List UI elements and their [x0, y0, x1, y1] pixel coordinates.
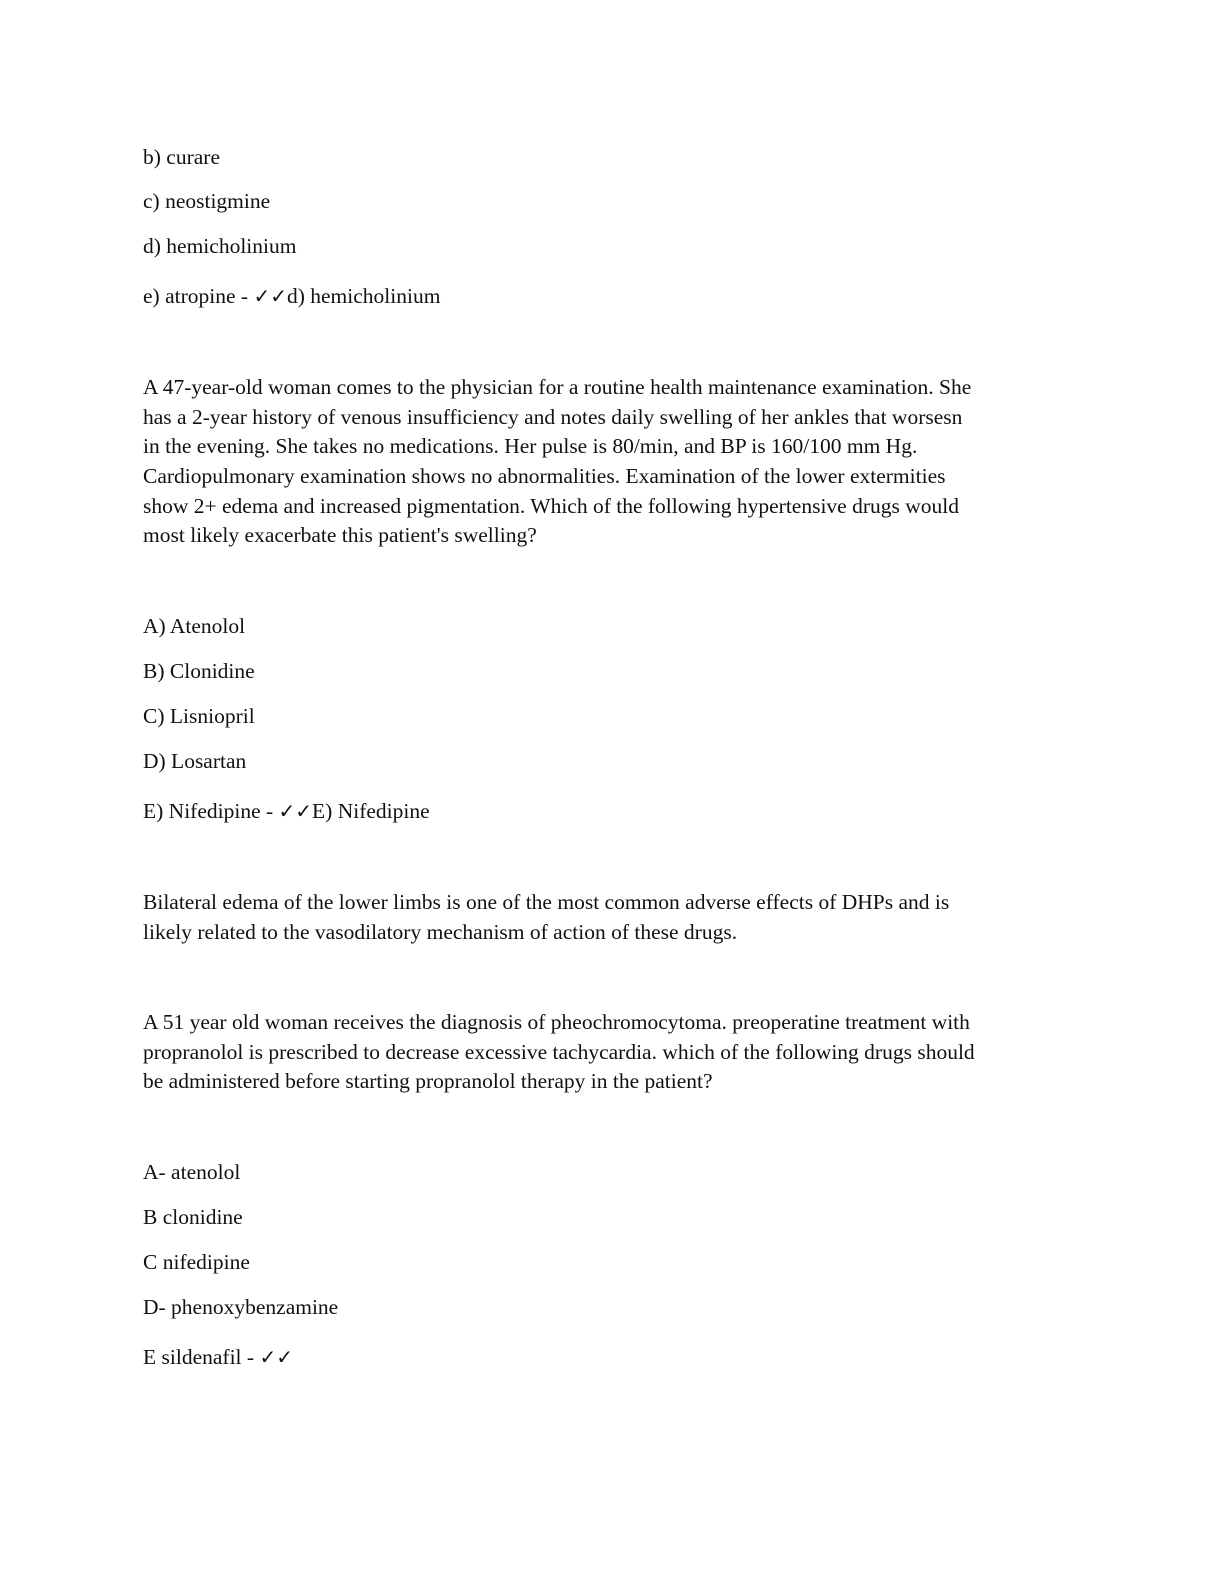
question-line: in the evening. She takes no medications. Her pulse is 80/min, and BP is 160/100 mm Hg. [143, 434, 918, 458]
option-text: B) Clonidine [143, 659, 255, 683]
question-line: A 51 year old woman receives the diagnosis of pheochromocytoma. preoperatine treatment with [143, 1010, 970, 1034]
option-text: d) hemicholinium [143, 234, 297, 258]
checkmark-icon: ✓✓ [278, 799, 313, 823]
option-answer-line [143, 798, 430, 824]
option-answer-line [143, 283, 440, 309]
option-text: D- phenoxybenzamine [143, 1295, 339, 1319]
option-text: E) Nifedipine - [143, 799, 279, 823]
question-line: Cardiopulmonary examination shows no abnormalities. Examination of the lower extermities [143, 464, 946, 488]
option-text: D) Losartan [143, 749, 247, 773]
question-line: most likely exacerbate this patient's swelling? [143, 523, 537, 547]
checkmark-icon: ✓✓ [259, 1345, 293, 1369]
explanation-line: Bilateral edema of the lower limbs is one of the most common adverse effects of DHPs and is [143, 890, 950, 914]
checkmark-icon: ✓✓ [253, 284, 287, 308]
option-text: A) Atenolol [143, 614, 246, 638]
option-text: E sildenafil - [143, 1345, 260, 1369]
answer-text: E) Nifedipine [312, 799, 430, 823]
option-answer-line [143, 1344, 293, 1370]
question-line: has a 2-year history of venous insufficiency and notes daily swelling of her ankles that worsesn [143, 405, 963, 429]
option-text: b) curare [143, 145, 220, 169]
option-text: C) Lisniopril [143, 704, 255, 728]
option-text: A- atenolol [143, 1160, 241, 1184]
explanation-line: likely related to the vasodilatory mechanism of action of these drugs. [143, 920, 738, 944]
question-line: be administered before starting propranolol therapy in the patient? [143, 1069, 713, 1093]
option-text: c) neostigmine [143, 189, 271, 213]
question-line: propranolol is prescribed to decrease excessive tachycardia. which of the following drugs should [143, 1040, 975, 1064]
answer-text: d) hemicholinium [286, 284, 441, 308]
question-line: A 47-year-old woman comes to the physician for a routine health maintenance examination. She [143, 375, 972, 399]
question-line: show 2+ edema and increased pigmentation. Which of the following hypertensive drugs would [143, 494, 959, 518]
option-text: B clonidine [143, 1205, 243, 1229]
option-text: e) atropine - [143, 284, 254, 308]
option-text: C nifedipine [143, 1250, 250, 1274]
